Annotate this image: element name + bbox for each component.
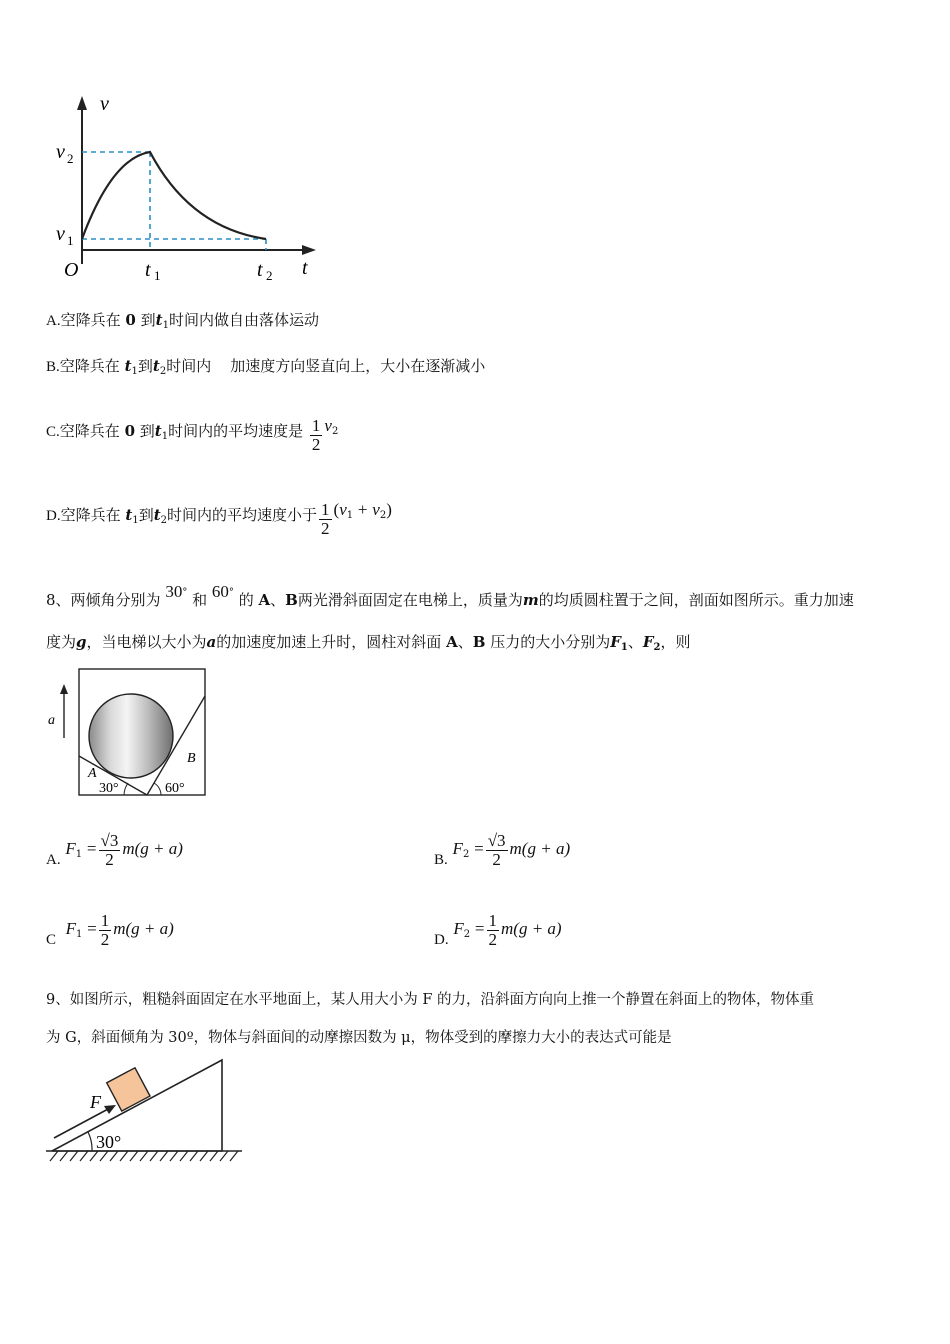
zero-value: 0 [124, 422, 135, 440]
v2-symbol: v [372, 500, 380, 519]
t2-subscript: 2 [159, 366, 167, 377]
q7-option-a[interactable] [46, 310, 319, 336]
angle-60-label: 60° [165, 781, 185, 796]
stem-text: 的均质圆柱置于之间，剖面如图所示。重力加速 [538, 591, 854, 609]
equals-sign: = [87, 919, 97, 938]
q8-option-a[interactable] [46, 820, 183, 889]
t2-symbol: t [152, 357, 160, 375]
option-prefix: C. [46, 424, 60, 440]
option-text: 空降兵在 [59, 422, 120, 440]
separator: 、 [270, 591, 286, 609]
denominator: 2 [321, 519, 330, 538]
option-text: 到 [137, 357, 153, 375]
degree-mark: ° [182, 587, 188, 598]
cylinder-on-slopes-figure [44, 666, 214, 800]
option-prefix: B. [46, 359, 60, 375]
t-subscript: 1 [162, 320, 169, 331]
t-symbol: t [154, 422, 162, 440]
option-text: 时间内的平均速度小于 [167, 506, 318, 524]
slope-a-label: A [88, 766, 97, 781]
t-subscript: 1 [161, 431, 169, 442]
v1-label: v [56, 223, 65, 245]
x-axis-arrow [302, 245, 316, 255]
mass-symbol: m [522, 591, 539, 609]
denominator: 2 [492, 849, 501, 869]
option-prefix: D. [434, 932, 449, 948]
t1-symbol: t [124, 357, 132, 375]
v-symbol: v [324, 416, 332, 435]
t2-sub: 2 [266, 268, 273, 283]
option-text: 到 [139, 422, 155, 440]
t1-subscript: 1 [132, 515, 139, 526]
stem-text: ，则 [660, 633, 691, 651]
fraction [319, 501, 332, 538]
numerator: √3 [487, 830, 506, 850]
force-subscript: 1 [75, 929, 83, 940]
v-subscript: 2 [331, 426, 339, 437]
ground-hatch [50, 1151, 238, 1161]
y-axis-arrow [77, 96, 87, 110]
t1-label: t [145, 259, 151, 281]
force-subscript: 2 [462, 849, 470, 860]
numerator: 1 [311, 416, 321, 435]
paren-open: ( [333, 500, 340, 519]
q8-option-b[interactable] [434, 820, 570, 889]
f2-symbol: F [642, 633, 654, 651]
force-symbol: F [65, 839, 76, 858]
stem-text: 的加速度加速上升时，圆柱对斜面 [216, 633, 442, 651]
expression: m(g + a) [501, 919, 562, 938]
denominator: 2 [311, 435, 321, 454]
force-symbol: F [452, 839, 463, 858]
v2-subscript: 2 [379, 510, 387, 521]
option-prefix: C [46, 932, 57, 948]
cylinder [89, 694, 173, 778]
t-symbol: t [155, 311, 163, 329]
angle-60: 60 [211, 582, 229, 601]
plus-sign: + [357, 500, 368, 519]
v1-subscript: 1 [346, 510, 354, 521]
force-symbol: F [65, 919, 76, 938]
force-symbol: F [453, 919, 464, 938]
q7-option-d[interactable] [46, 486, 392, 545]
q7-option-c[interactable] [46, 402, 338, 461]
option-prefix: A. [46, 313, 61, 329]
stem-text: 和 [192, 591, 208, 609]
option-prefix: D. [46, 508, 61, 524]
stem-text: 两光滑斜面固定在电梯上，质量为 [297, 591, 523, 609]
y-axis-label: v [100, 93, 109, 115]
force-label: F [90, 1092, 101, 1112]
slope-a-label: A [258, 591, 271, 609]
accel-arrowhead [60, 684, 68, 694]
incline-push-figure [44, 1054, 244, 1166]
velocity-time-graph [50, 88, 330, 288]
stem-text: 的 [238, 591, 254, 609]
fraction [310, 417, 323, 454]
q9-stem-line2: 为 G，斜面倾角为 30º，物体与斜面间的动摩擦因数为 μ，物体受到的摩擦力大小的表达式可能是 [46, 1030, 672, 1046]
denominator: 2 [105, 849, 114, 869]
denominator: 2 [488, 929, 498, 949]
accel-label: a [48, 713, 55, 728]
separator: 、 [457, 633, 473, 651]
angle-label: 30° [96, 1132, 122, 1152]
angle-arc-60 [154, 783, 161, 795]
expression: m(g + a) [509, 839, 571, 858]
q7-option-b[interactable] [46, 356, 485, 382]
numerator: √3 [100, 830, 119, 850]
option-text: 到 [140, 311, 156, 329]
option-text: 加速度方向竖直向上，大小在逐渐减小 [230, 357, 486, 375]
x-axis-label: t [302, 257, 308, 279]
angle-30-label: 30° [99, 781, 119, 796]
t1-subscript: 1 [131, 366, 138, 377]
f1-symbol: F [610, 633, 621, 651]
t2-subscript: 2 [160, 515, 168, 526]
numerator: 1 [100, 910, 110, 930]
stem-text: ，当电梯以大小为 [86, 633, 207, 651]
fraction [99, 912, 112, 949]
angle-30: 30 [165, 582, 183, 601]
stem-text: 度为 [46, 633, 77, 651]
fraction [487, 912, 500, 949]
option-prefix: B. [434, 852, 448, 868]
expression: m(g + a) [122, 839, 183, 858]
v1-sub: 1 [67, 233, 74, 248]
stem-text: 压力的大小分别为 [490, 633, 611, 651]
force-subscript: 2 [463, 929, 471, 940]
degree-mark: ° [228, 587, 234, 598]
denominator: 2 [100, 929, 110, 949]
option-text: 时间内做自由落体运动 [168, 311, 319, 329]
slope-b-label: B [285, 591, 298, 609]
q8-option-c[interactable] [46, 900, 174, 969]
separator: 、 [627, 633, 643, 651]
f2-subscript: 2 [653, 642, 661, 653]
option-text: 空降兵在 [59, 357, 120, 375]
q8-option-d[interactable] [434, 900, 562, 969]
question-number: 8、 [46, 591, 71, 609]
equals-sign: = [86, 839, 97, 858]
slope-b-label: B [472, 633, 486, 651]
block [107, 1068, 150, 1111]
expression: m(g + a) [113, 919, 174, 938]
t2-label: t [257, 259, 263, 281]
t1-sub: 1 [154, 268, 161, 283]
origin-label: O [64, 259, 79, 281]
f1-subscript: 1 [620, 642, 628, 653]
option-text: 时间内 [166, 357, 212, 375]
slope-b-label: B [187, 751, 196, 766]
q8-stem-line1 [46, 574, 854, 618]
zero-value: 0 [125, 311, 136, 329]
t1-symbol: t [125, 506, 133, 524]
v2-sub: 2 [67, 151, 74, 166]
v2-label: v [56, 141, 65, 163]
stem-text: 两倾角分别为 [70, 591, 161, 609]
q9-stem-line1: 9、如图所示，粗糙斜面固定在水平地面上，某人用大小为 F 的力，沿斜面方向向上推一个静置在斜面上的物体，物体重 [46, 992, 814, 1008]
option-text: 时间内的平均速度是 [168, 422, 304, 440]
fraction [99, 832, 121, 869]
v1-symbol: v [339, 500, 347, 519]
option-text: 到 [138, 506, 154, 524]
q8-stem-line2 [46, 632, 690, 658]
t2-symbol: t [153, 506, 161, 524]
paren-close: ) [386, 500, 392, 519]
fraction [486, 832, 508, 869]
equals-sign: = [474, 919, 485, 938]
force-subscript: 1 [75, 849, 83, 860]
gravity-symbol: g [76, 633, 87, 651]
option-text: 空降兵在 [60, 311, 121, 329]
equals-sign: = [474, 839, 484, 858]
numerator: 1 [488, 910, 498, 930]
numerator: 1 [321, 500, 330, 519]
angle-arc [88, 1132, 92, 1151]
angle-arc-30 [124, 783, 128, 795]
slope-a-label: A [446, 633, 458, 651]
option-prefix: A. [46, 852, 61, 868]
accel-symbol: a [206, 633, 217, 651]
velocity-curve [82, 152, 266, 239]
option-text: 空降兵在 [60, 506, 121, 524]
